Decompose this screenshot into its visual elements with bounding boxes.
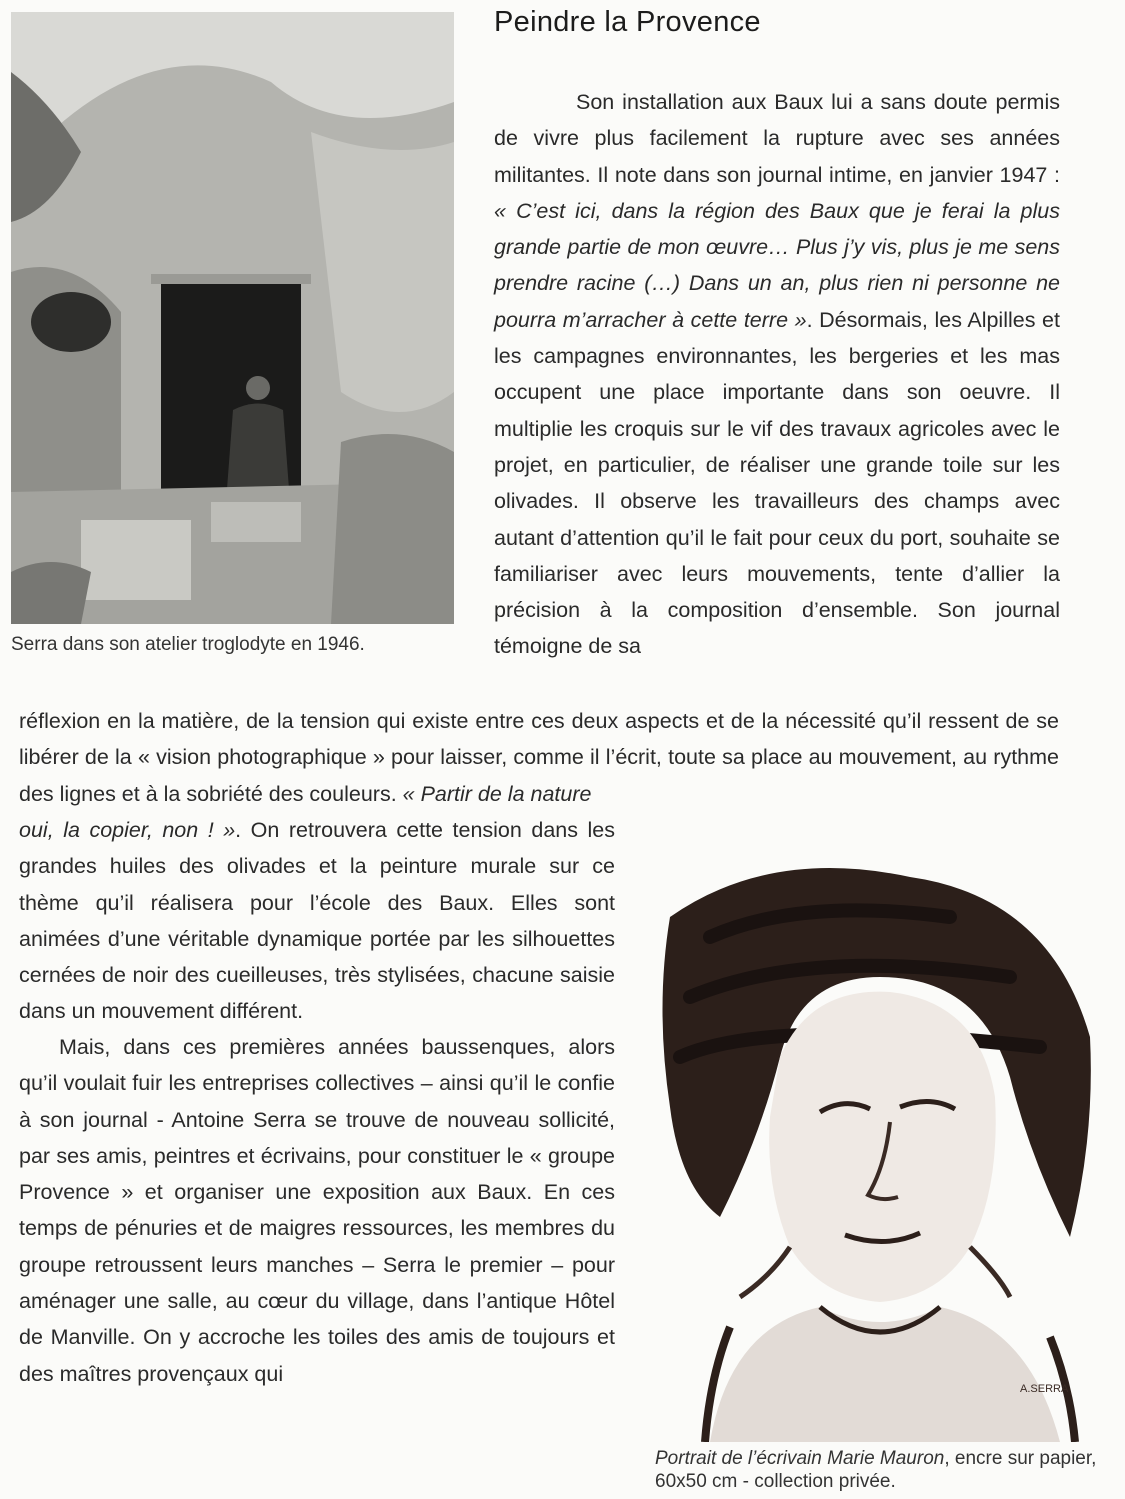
page-title: Peindre la Provence [494, 6, 761, 38]
photo-caption: Serra dans son atelier troglodyte en 1946. [11, 634, 365, 655]
article-paragraph-2: oui, la copier, non ! ». On retrouvera cette tension dans les grandes huiles des olivades et la peinture murale sur ce thème qu’il réalisera pour l’école des Baux. Elles sont animées d’une véritable dynamique portée par les silhouettes cernées de noir des cueilleuses, très stylisées, chacune saisie dans un mouvement différent. [19, 818, 615, 1024]
article-paragraph-3: Mais, dans ces premières années baussenques, alors qu’il voulait fuir les entreprises collectives – ainsi qu’il le confie à son journal - Antoine Serra se trouve de nouveau sollicité, par ses amis, peintres et écrivains, pour constituer le « groupe Provence » et organiser une exposition aux Baux. En ces temps de pénuries et de maigres ressources, les membres du groupe retroussent leurs manches – Serra le premier – pour aménager une salle, au cœur du village, dans l’antique Hôtel de Manville. On y accroche les toiles des amis de toujours et des maîtres provençaux qui [19, 1035, 615, 1386]
portrait-drawing [650, 857, 1100, 1442]
article-paragraph-1-continued: réflexion en la matière, de la tension qui existe entre ces deux aspects et de la nécessité qu’il ressent de se libérer de la « vision photographique » pour laisser, comme il l’écrit, toute sa place au mouvement, au rythme des lignes et à la sobriété des couleurs. « Partir de la nature [19, 709, 1059, 806]
atelier-photo [11, 12, 454, 624]
portrait-signature: A.SERRA [1020, 1383, 1069, 1395]
article-paragraph-1: Son installation aux Baux lui a sans doute permis de vivre plus facilement la rupture avec ses années militantes. Il note dans son journal intime, en janvier 1947 : « C’est ici, dans la région des Baux que je ferai la plus grande partie de mon œuvre… Plus j’y vis, plus je me sens prendre racine (…) Dans un an, plus rien ni personne ne pourra m’arracher à cette terre ». Désormais, les Alpilles et les campagnes environnantes, les bergeries et les mas occupent une place importante dans son oeuvre. Il multiplie les croquis sur le vif des travaux agricoles avec le projet, en particulier, de réaliser une grande toile sur les olivades. Il observe les travailleurs des champs avec autant d’attention qu’il le fait pour ceux du port, souhaite se familiariser avec leurs mouvements, tente d’allier la précision à la composition d’ensemble. Son journal témoigne de sa [494, 90, 1060, 659]
portrait-caption: Portrait de l’écrivain Marie Mauron, encre sur papier, 60x50 cm - collection privée. [655, 1448, 1097, 1492]
